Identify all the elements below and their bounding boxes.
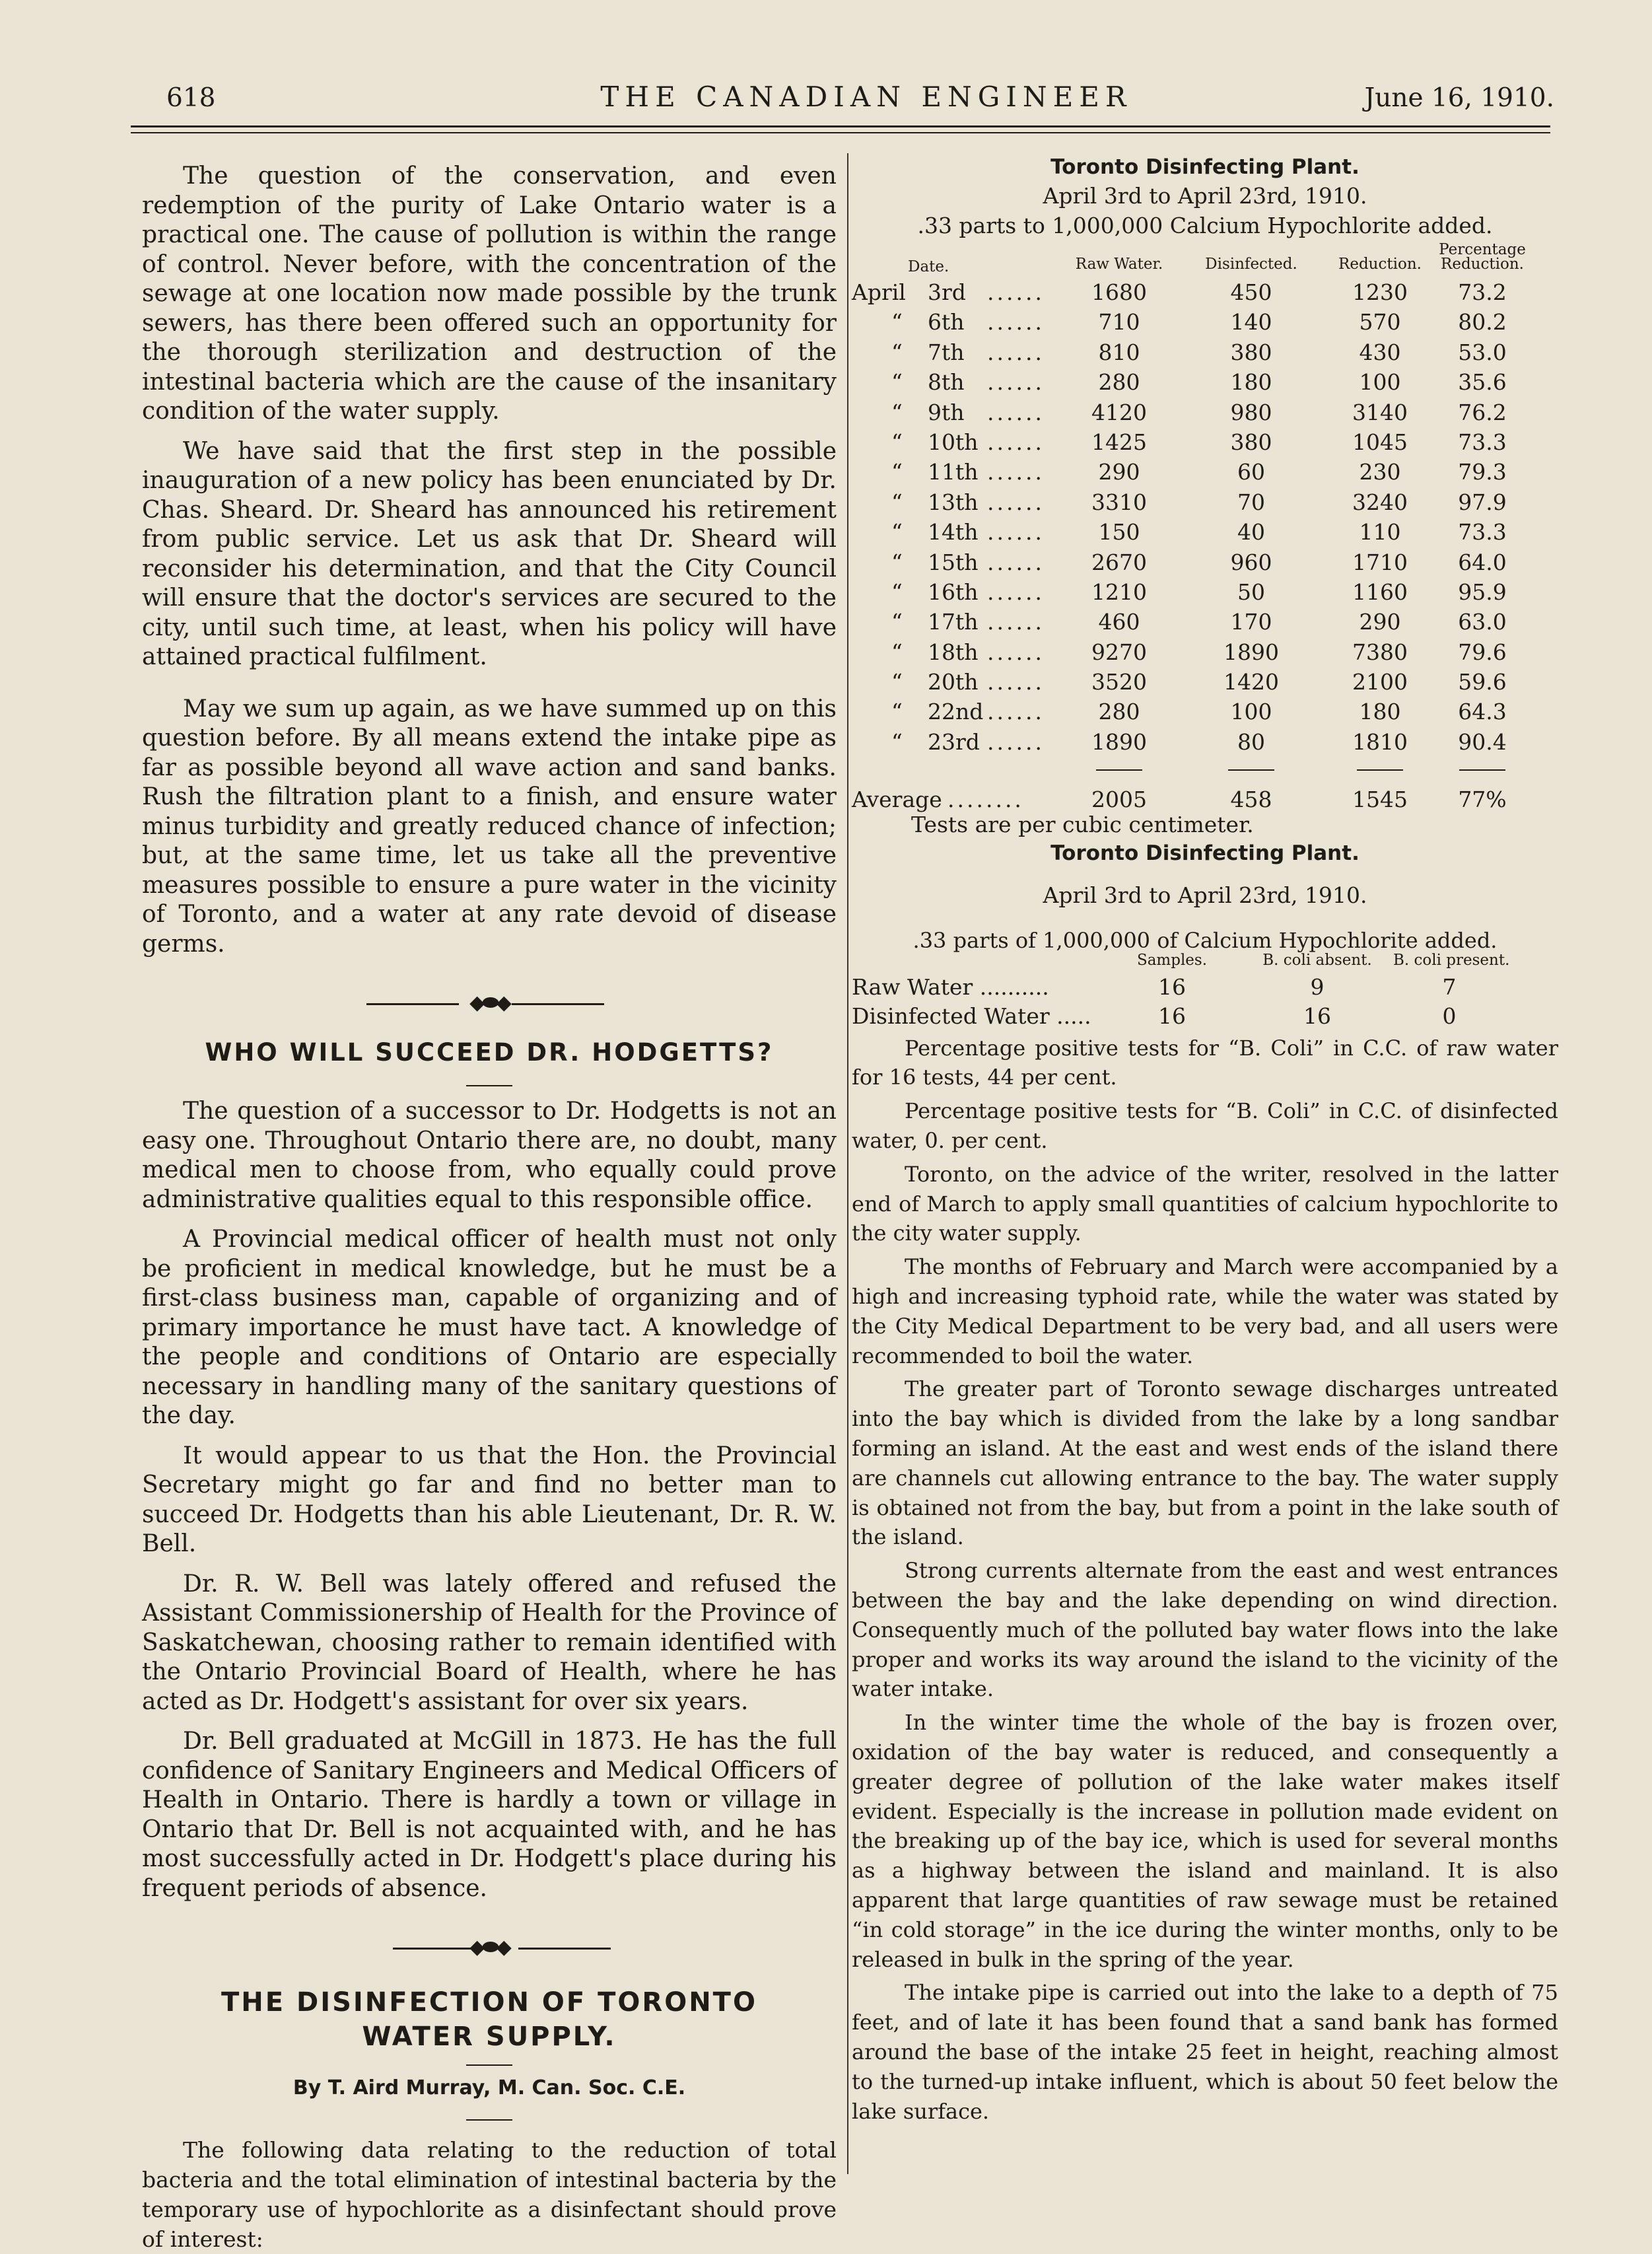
- ornament-divider: ◆⬬◆: [142, 1928, 837, 1968]
- paragraph: Dr. Bell graduated at McGill in 1873. He has the full confidence of Sanitary Engineers and Medical Officers of Health in Ontario. There is hardly a town or village in Ontario that Dr. Bell is not acquainted with, and he has most successfully acted in Dr. Hodgett's place during his frequent periods of absence.: [142, 1728, 837, 1902]
- row-month: “: [891, 639, 903, 665]
- paragraph: Dr. R. W. Bell was lately offered and refused the Assistant Commissionership of Health for the Province of Saskatchewan, choosing rather to remain identified with the Ontario Provincial Board of Health, where he has acted as Dr. Hodgett's assistant for over six years.: [142, 1570, 837, 1715]
- right-column: [852, 155, 1558, 2126]
- cell-pct-reduction: 95.9: [1458, 579, 1507, 605]
- cell-pct-reduction: 90.4: [1458, 728, 1507, 755]
- cell-date: 23rd: [928, 728, 980, 755]
- table-row: [852, 971, 1558, 1001]
- table-dates: April 3rd to April 23rd, 1910.: [1043, 882, 1367, 908]
- paragraph: The question of the conservation, and even redemption of the purity of Lake Ontario water is a practical one. The cause of pollution is within the range of control. Never before, with the concentration of the sewage at one location now made possible by the trunk sewers, has there been offered such an opportunity for the thorough sterilization and destruction of the intestinal bacteria which are the cause of the insanitary condition of the water supply.: [142, 162, 837, 425]
- table-row: [852, 337, 1558, 367]
- cell-disinfected: 100: [1230, 699, 1272, 725]
- cell-reduction: 1045: [1352, 429, 1408, 455]
- paragraph: It would appear to us that the Hon. the Provincial Secretary might go far and find no better man to succeed Dr. Hodgetts than his able Lieutenant, Dr. R. W. Bell.: [142, 1442, 837, 1557]
- leader-dots: ......: [987, 549, 1045, 575]
- cell-disinfected: 380: [1230, 429, 1272, 455]
- cell-reduction: 1810: [1352, 728, 1408, 755]
- cell-pct-reduction: 64.3: [1458, 699, 1507, 725]
- cell-reduction: 3140: [1352, 399, 1408, 425]
- cell-reduction: 1710: [1352, 549, 1408, 575]
- cell-reduction: 7380: [1352, 639, 1408, 665]
- paragraph: Strong currents alternate from the east and west entrances between the bay and the lake depending on wind direction. Consequently much of the polluted bay water flows into the lake proper and works its way around the island to the vicinity of the water intake.: [852, 1558, 1558, 1702]
- leader-dots: ......: [987, 489, 1045, 515]
- row-month: “: [891, 489, 903, 515]
- table-dates: April 3rd to April 23rd, 1910.: [1043, 183, 1367, 209]
- table-row: [852, 666, 1558, 696]
- cell-date: 22nd: [928, 699, 984, 725]
- cell-reduction: 2100: [1352, 669, 1408, 695]
- row-month: “: [891, 579, 903, 605]
- leader-dots: ......: [987, 579, 1045, 605]
- issue-date: June 16, 1910.: [1364, 83, 1554, 113]
- short-rule: [466, 1085, 512, 1086]
- table-note: Tests are per cubic centimeter.: [911, 811, 1254, 837]
- cell-disinfected: 50: [1237, 579, 1265, 605]
- table-header-row: [852, 258, 1558, 277]
- table-row: [852, 516, 1558, 546]
- leader-dots: ......: [987, 669, 1045, 695]
- section-heading: WHO WILL SUCCEED DR. HODGETTS?: [205, 1038, 774, 1067]
- cell-raw-water: 1210: [1091, 579, 1147, 605]
- ornament-divider: ◆⬬◆: [142, 984, 837, 1024]
- cell-raw-water: 810: [1098, 339, 1140, 365]
- cell-reduction: 100: [1359, 369, 1401, 396]
- leader-dots: ......: [987, 399, 1045, 425]
- article-title: THE DISINFECTION OF TORONTO WATER SUPPLY.: [221, 1987, 757, 2052]
- cell-coli-present: 0: [1442, 1003, 1457, 1029]
- paragraph: In the winter time the whole of the bay is frozen over, oxidation of the bay water is reduced, and consequently a greater degree of pollution of the lake water makes itself evident. Especially is the increase in pollution made evident on the breaking up of the bay ice, which is used for several months as a highway between the island and mainland. It is also apparent that large quantities of raw sewage must be retained “in cold storage” in the ice during the winter months, only to be released in bulk in the spring of the year.: [852, 1710, 1558, 1972]
- col-header-reduction: Reduction.: [1338, 256, 1422, 273]
- paragraph: The question of a successor to Dr. Hodgetts is not an easy one. Throughout Ontario there are, no doubt, many medical men to choose from, who equally could prove administrative qualities equal to this responsible office.: [142, 1098, 837, 1213]
- table-row: [852, 1001, 1558, 1030]
- cell-pct-reduction: 73.2: [1458, 279, 1507, 305]
- col-header-pct: Reduction.: [1441, 256, 1524, 273]
- cell-raw-water: 3310: [1091, 489, 1147, 515]
- cell-pct-reduction: 97.9: [1458, 489, 1507, 515]
- cell-reduction: 1230: [1352, 279, 1408, 305]
- row-month: “: [891, 309, 903, 335]
- cell-date: 7th: [928, 339, 965, 365]
- table-body: [852, 277, 1558, 756]
- row-month: “: [891, 669, 903, 695]
- cell-disinfected: 60: [1237, 459, 1265, 485]
- leader-dots: ......: [987, 728, 1045, 755]
- average-label: Average: [852, 787, 942, 813]
- cell-pct-reduction: 76.2: [1458, 399, 1507, 425]
- cell-raw-water: 710: [1098, 309, 1140, 335]
- leader-dots: ......: [987, 309, 1045, 335]
- total-rules: [852, 756, 1558, 784]
- cell-reduction: 3240: [1352, 489, 1408, 515]
- byline: By T. Aird Murray, M. Can. Soc. C.E.: [293, 2076, 686, 2099]
- paragraph: Percentage positive tests for “B. Coli” in C.C. of raw water for 16 tests, 44 per cent.: [852, 1035, 1558, 1090]
- col-header-raw: Raw Water.: [1075, 256, 1163, 273]
- cell-samples: 16: [1158, 973, 1186, 1000]
- table-dose: .33 parts to 1,000,000 Calcium Hypochlorite added.: [917, 213, 1493, 238]
- average-raw: 2005: [1091, 787, 1147, 813]
- cell-date: 15th: [928, 549, 979, 575]
- cell-date: 11th: [928, 459, 979, 485]
- cell-date: 10th: [928, 429, 979, 455]
- row-month: “: [891, 519, 903, 546]
- row-month: “: [891, 459, 903, 485]
- cell-disinfected: 180: [1230, 369, 1272, 396]
- paragraph: The intake pipe is carried out into the lake to a depth of 75 feet, and of late it has been found that a sand bank has formed around the base of the intake 25 feet in height, reaching almost to the turned-up intake influent, which is about 50 feet below the lake surface.: [852, 1980, 1558, 2124]
- table-row: [852, 427, 1558, 456]
- table-row: [852, 547, 1558, 577]
- cell-disinfected: 170: [1230, 609, 1272, 635]
- table-row: [852, 637, 1558, 666]
- paragraph: A Provincial medical officer of health must not only be proficient in medical knowledge, but he must be a first-class business man, capable of organizing and of primary importance he must have tact. A knowledge of the people and conditions of Ontario are especially necessary in handling many of the sanitary questions of the day.: [142, 1226, 837, 1429]
- cell-raw-water: 290: [1098, 459, 1140, 485]
- leader-dots: ......: [987, 279, 1045, 305]
- cell-disinfected: 80: [1237, 728, 1265, 755]
- table-row: [852, 277, 1558, 306]
- col-header-disinfected: Disinfected.: [1205, 256, 1297, 273]
- row-month: “: [891, 609, 903, 635]
- table-row: [852, 367, 1558, 396]
- row-month: “: [891, 369, 903, 396]
- cell-disinfected: 40: [1237, 519, 1265, 546]
- cell-reduction: 110: [1359, 519, 1401, 546]
- leader-dots: ......: [987, 609, 1045, 635]
- cell-date: 9th: [928, 399, 965, 425]
- cell-date: 8th: [928, 369, 965, 396]
- cell-disinfected: 1890: [1223, 639, 1279, 665]
- cell-date: 14th: [928, 519, 979, 546]
- cell-raw-water: 280: [1098, 369, 1140, 396]
- average-disinfected: 458: [1230, 787, 1272, 813]
- cell-pct-reduction: 73.3: [1458, 519, 1507, 546]
- row-label: Raw Water ..........: [852, 973, 1049, 1000]
- table-header-row: [852, 953, 1558, 971]
- leader-dots: ......: [987, 429, 1045, 455]
- table-title: Toronto Disinfecting Plant.: [1050, 841, 1359, 865]
- average-pct: 77%: [1458, 787, 1507, 813]
- paragraph: May we sum up again, as we have summed up on this question before. By all means extend the intake pipe as far as possible beyond all wave action and sand banks. Rush the filtration plant to a finish, and ensure water minus turbidity and greatly reduced chance of infection; but, at the same time, let us take all the preventive measures possible to ensure a pure water in the vicinity of Toronto, and a water at any rate devoid of disease germs.: [142, 695, 837, 958]
- cell-raw-water: 9270: [1091, 639, 1147, 665]
- cell-disinfected: 1420: [1223, 669, 1279, 695]
- paragraph: The following data relating to the reduction of total bacteria and the total elimination of intestinal bacteria by the temporary use of hypochlorite as a disinfectant should prove of interest:: [142, 2137, 837, 2252]
- table-row: [852, 456, 1558, 486]
- table-dose: .33 parts of 1,000,000 of Calcium Hypochlorite added.: [912, 927, 1497, 953]
- cell-date: 17th: [928, 609, 979, 635]
- cell-date: 18th: [928, 639, 979, 665]
- header-rule-bottom: [131, 132, 1550, 133]
- cell-raw-water: 2670: [1091, 549, 1147, 575]
- leader-dots: ......: [987, 519, 1045, 546]
- cell-pct-reduction: 35.6: [1458, 369, 1507, 396]
- table-title: Toronto Disinfecting Plant.: [1050, 155, 1359, 179]
- cell-date: 3rd: [928, 279, 966, 305]
- cell-raw-water: 460: [1098, 609, 1140, 635]
- cell-date: 16th: [928, 579, 979, 605]
- cell-date: 20th: [928, 669, 979, 695]
- row-month: “: [891, 399, 903, 425]
- cell-reduction: 570: [1359, 309, 1401, 335]
- col-header-date: Date.: [908, 258, 949, 275]
- paragraph: We have said that the first step in the possible inauguration of a new policy has been enunciated by Dr. Chas. Sheard. Dr. Sheard has announced his retirement from public service. Let us ask that Dr. Sheard will reconsider his determination, and that the City Council will ensure that the doctor's services are secured to the city, until such time, at least, when his policy will have attained practical fulfilment.: [142, 437, 837, 670]
- cell-coli-present: 7: [1442, 973, 1457, 1000]
- table-row: [852, 397, 1558, 427]
- leader-dots: ......: [987, 369, 1045, 396]
- cell-coli-absent: 16: [1303, 1003, 1331, 1029]
- left-column: [142, 162, 837, 2254]
- cell-date: 6th: [928, 309, 965, 335]
- cell-disinfected: 140: [1230, 309, 1272, 335]
- leader-dots: ......: [987, 699, 1045, 725]
- cell-raw-water: 280: [1098, 699, 1140, 725]
- row-month: “: [891, 699, 903, 725]
- average-reduction: 1545: [1352, 787, 1408, 813]
- short-rule: [466, 2119, 512, 2121]
- paragraph: Toronto, on the advice of the writer, resolved in the latter end of March to apply small quantities of calcium hypochlorite to the city water supply.: [852, 1161, 1558, 1246]
- row-month: “: [891, 429, 903, 455]
- cell-raw-water: 150: [1098, 519, 1140, 546]
- cell-disinfected: 70: [1237, 489, 1265, 515]
- cell-reduction: 290: [1359, 609, 1401, 635]
- cell-pct-reduction: 64.0: [1458, 549, 1507, 575]
- col-header-coli-absent: B. coli absent.: [1262, 951, 1372, 969]
- cell-pct-reduction: 63.0: [1458, 609, 1507, 635]
- cell-reduction: 430: [1359, 339, 1401, 365]
- table-row: [852, 606, 1558, 636]
- cell-samples: 16: [1158, 1003, 1186, 1029]
- table-row: [852, 487, 1558, 516]
- table-row: [852, 696, 1558, 726]
- header-rule-top: [131, 125, 1550, 127]
- cell-pct-reduction: 59.6: [1458, 669, 1507, 695]
- cell-reduction: 180: [1359, 699, 1401, 725]
- cell-pct-reduction: 79.6: [1458, 639, 1507, 665]
- leader-dots: ......: [987, 339, 1045, 365]
- cell-raw-water: 1680: [1091, 279, 1147, 305]
- paragraph: The greater part of Toronto sewage discharges untreated into the bay which is divided from the lake by a long sandbar forming an island. At the east and west ends of the island there are channels cut allowing entrance to the bay. The water supply is obtained not from the bay, but from a point in the lake south of the island.: [852, 1376, 1558, 1550]
- cell-pct-reduction: 79.3: [1458, 459, 1507, 485]
- cell-raw-water: 3520: [1091, 669, 1147, 695]
- page-header: [166, 78, 1554, 118]
- cell-disinfected: 960: [1230, 549, 1272, 575]
- col-header-coli-present: B. coli present.: [1393, 951, 1510, 969]
- row-month: April: [852, 279, 906, 305]
- cell-disinfected: 980: [1230, 399, 1272, 425]
- column-divider: [847, 153, 848, 2174]
- row-month: “: [891, 339, 903, 365]
- row-month: “: [891, 728, 903, 755]
- cell-coli-absent: 9: [1310, 973, 1325, 1000]
- cell-raw-water: 1890: [1091, 728, 1147, 755]
- col-header-samples: Samples.: [1136, 951, 1208, 969]
- table-row: [852, 577, 1558, 606]
- cell-reduction: 1160: [1352, 579, 1408, 605]
- cell-disinfected: 450: [1230, 279, 1272, 305]
- row-month: “: [891, 549, 903, 575]
- cell-raw-water: 1425: [1091, 429, 1147, 455]
- leader-dots: ........: [947, 787, 1024, 813]
- row-label: Disinfected Water .....: [852, 1003, 1091, 1029]
- short-rule: [466, 2064, 512, 2066]
- cell-date: 13th: [928, 489, 979, 515]
- leader-dots: ......: [987, 459, 1045, 485]
- cell-raw-water: 4120: [1091, 399, 1147, 425]
- journal-title: THE CANADIAN ENGINEER: [600, 81, 1132, 113]
- cell-pct-reduction: 73.3: [1458, 429, 1507, 455]
- table-average-row: [852, 784, 1558, 814]
- leader-dots: ......: [987, 639, 1045, 665]
- cell-reduction: 230: [1359, 459, 1401, 485]
- col-header-pct: Percentage: [1439, 241, 1526, 258]
- table-row: [852, 306, 1558, 336]
- paragraph: The months of February and March were accompanied by a high and increasing typhoid rate, while the water was stated by the City Medical Department to be very bad, and all users were recommended to boil the water.: [852, 1254, 1558, 1368]
- cell-disinfected: 380: [1230, 339, 1272, 365]
- cell-pct-reduction: 53.0: [1458, 339, 1507, 365]
- paragraph: Percentage positive tests for “B. Coli” in C.C. of disinfected water, 0. per cent.: [852, 1098, 1558, 1154]
- cell-pct-reduction: 80.2: [1458, 309, 1507, 335]
- table-row: [852, 726, 1558, 756]
- page-number: 618: [166, 83, 216, 113]
